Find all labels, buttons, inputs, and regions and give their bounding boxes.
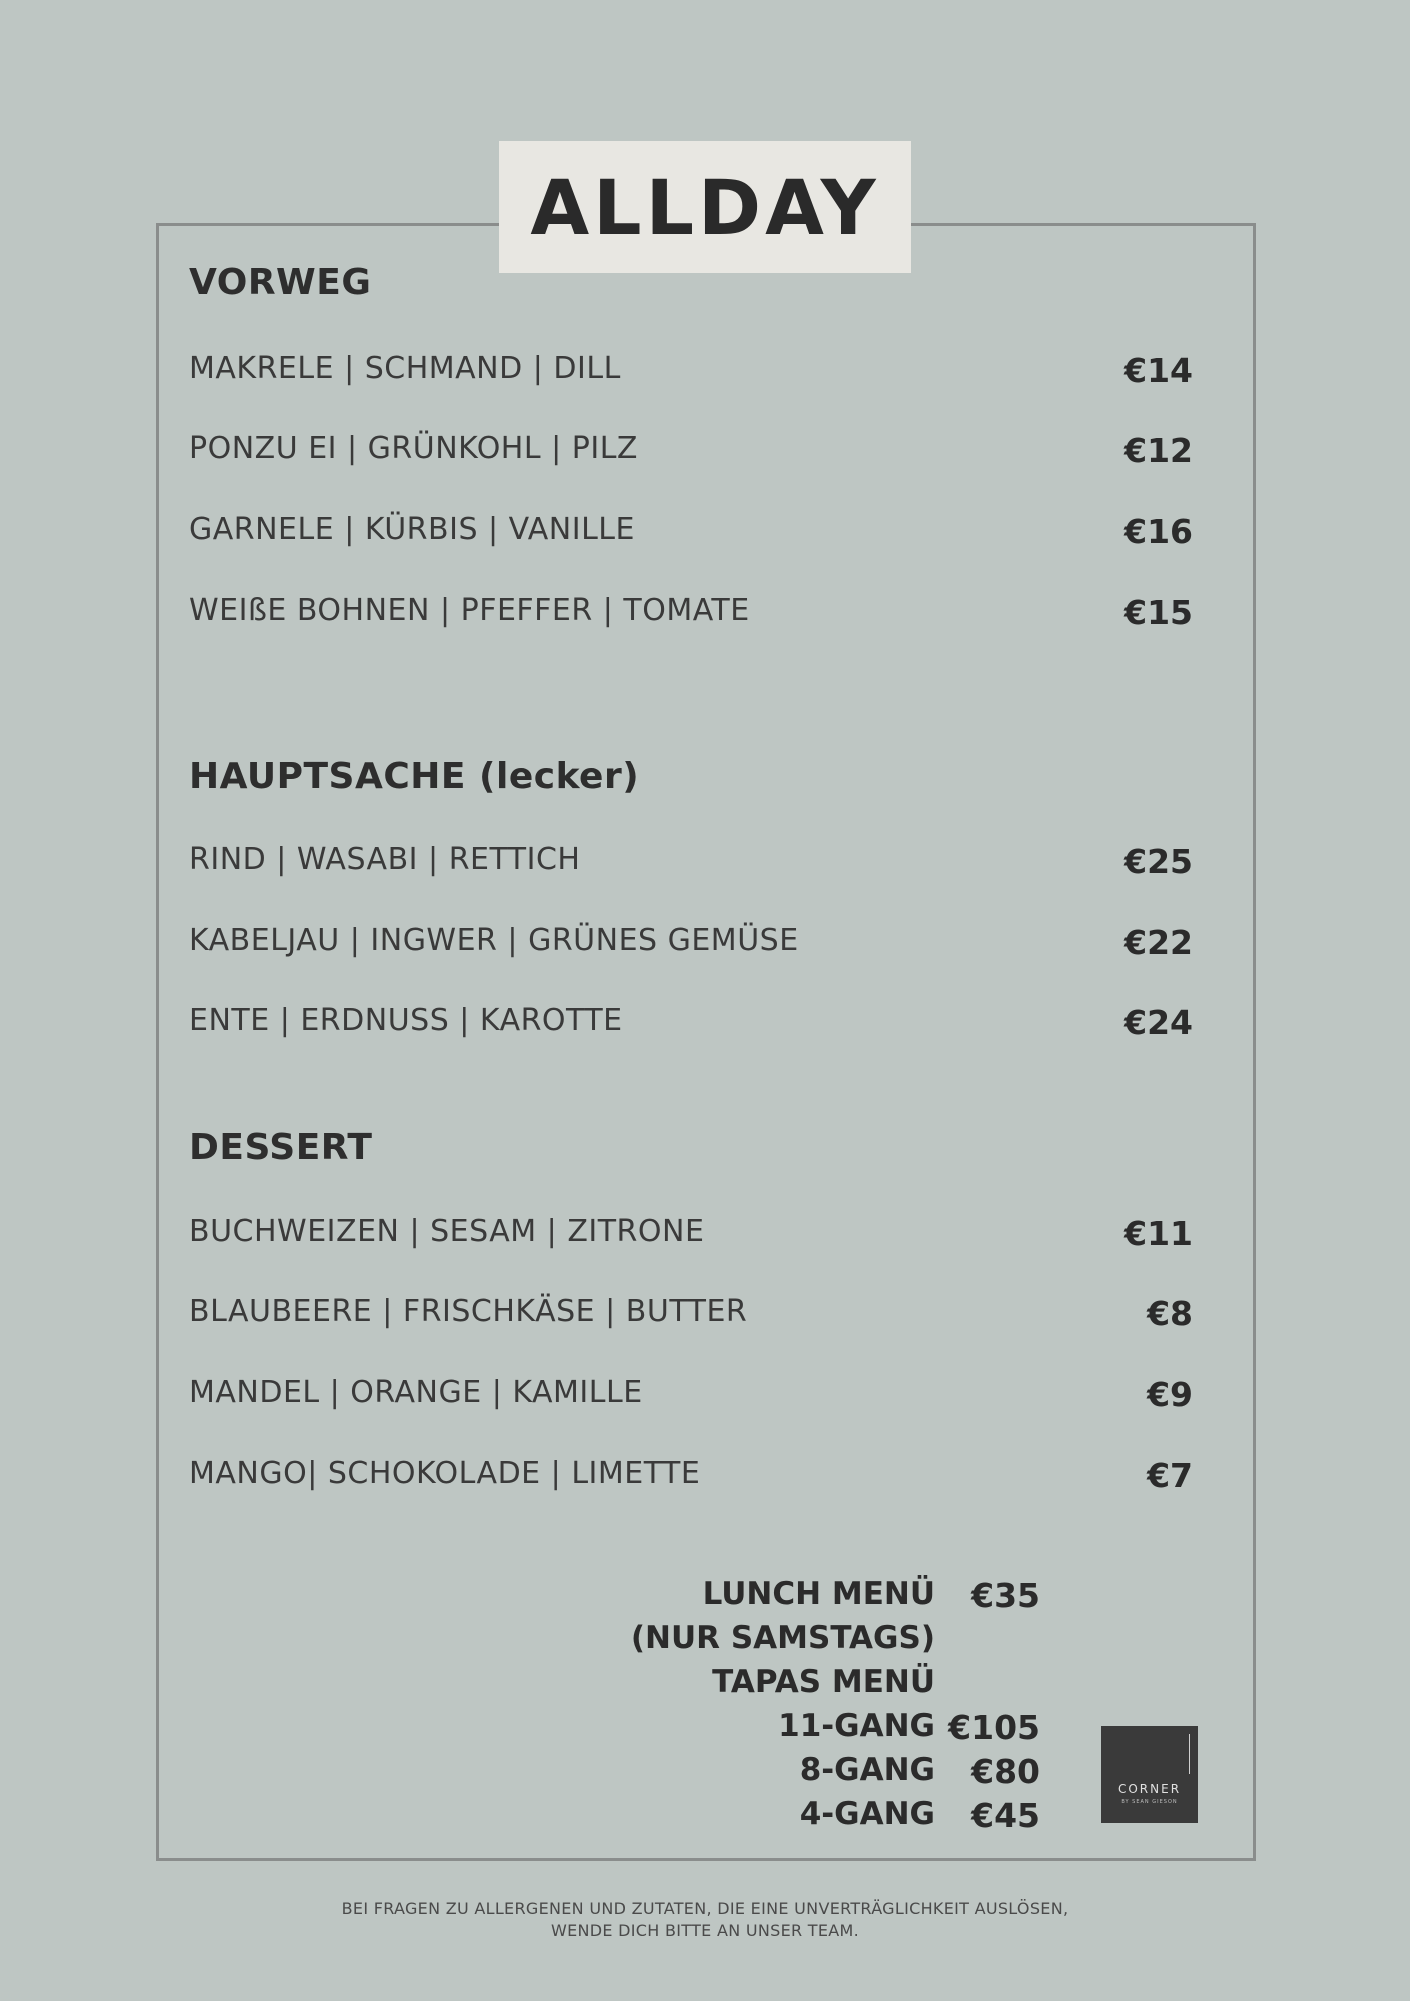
set-menu-price: €45 (971, 1796, 1040, 1835)
dish-price: €24 (1124, 1003, 1193, 1042)
set-menu-line (600, 1620, 1040, 1664)
allergen-notice-line-1: BEI FRAGEN ZU ALLERGENEN UND ZUTATEN, DIE EINE UNVERTRÄGLICHKEIT AUSLÖSEN, (341, 1899, 1069, 1918)
dish-price: €15 (1124, 593, 1193, 632)
allergen-notice-line-2: WENDE DICH BITTE AN UNSER TEAM. (550, 1921, 860, 1940)
dish-price: €22 (1124, 923, 1193, 962)
dish-price: €16 (1124, 512, 1193, 551)
dish-price: €12 (1124, 431, 1193, 470)
dish-price: €8 (1147, 1294, 1193, 1333)
menu-item (189, 923, 1193, 971)
section-heading-hauptsache: HAUPTSACHE (lecker) (189, 756, 640, 797)
section-heading-dessert: DESSERT (189, 1127, 373, 1168)
corner-logo (1101, 1726, 1198, 1823)
logo-name: CORNER (1117, 1782, 1182, 1796)
logo-subtitle: BY SEAN GIESON (1121, 1799, 1178, 1805)
dish-price: €7 (1147, 1456, 1193, 1495)
dish-name: KABELJAU | INGWER | GRÜNES GEMÜSE (189, 923, 799, 958)
set-menu-label: 4-GANG (799, 1796, 935, 1832)
menu-title: ALLDAY (530, 162, 880, 252)
set-menu-line (600, 1576, 1040, 1620)
set-menu-label: 8-GANG (799, 1752, 935, 1788)
set-menu-label: LUNCH MENÜ (702, 1576, 935, 1612)
logo-divider (1189, 1734, 1190, 1774)
menu-item (189, 593, 1193, 641)
dish-name: WEIßE BOHNEN | PFEFFER | TOMATE (189, 593, 750, 628)
menu-item (189, 351, 1193, 399)
dish-price: €25 (1124, 842, 1193, 881)
dish-name: GARNELE | KÜRBIS | VANILLE (189, 512, 635, 547)
menu-item (189, 512, 1193, 560)
dish-name: PONZU EI | GRÜNKOHL | PILZ (189, 431, 638, 466)
dish-name: MANDEL | ORANGE | KAMILLE (189, 1375, 643, 1410)
title-box (499, 141, 911, 273)
set-menu-line (600, 1796, 1040, 1840)
allergen-notice (0, 1898, 1410, 1942)
dish-name: MAKRELE | SCHMAND | DILL (189, 351, 621, 386)
dish-price: €14 (1124, 351, 1193, 390)
set-menu-price: €105 (948, 1708, 1040, 1747)
menu-item (189, 1214, 1193, 1262)
set-menu-line (600, 1752, 1040, 1796)
dish-name: RIND | WASABI | RETTICH (189, 842, 581, 877)
dish-price: €9 (1147, 1375, 1193, 1414)
set-menu-label: TAPAS MENÜ (712, 1664, 935, 1700)
section-heading-vorweg: VORWEG (189, 262, 372, 303)
menu-item (189, 431, 1193, 479)
menu-item (189, 1375, 1193, 1423)
menu-item (189, 1294, 1193, 1342)
set-menu-label: (NUR SAMSTAGS) (630, 1620, 935, 1656)
dish-name: BLAUBEERE | FRISCHKÄSE | BUTTER (189, 1294, 748, 1329)
set-menu-price: €35 (971, 1576, 1040, 1615)
set-menu-label: 11-GANG (778, 1708, 935, 1744)
dish-name: MANGO| SCHOKOLADE | LIMETTE (189, 1456, 701, 1491)
set-menu-list (600, 1576, 1040, 1840)
set-menu-line (600, 1708, 1040, 1752)
dish-price: €11 (1124, 1214, 1193, 1253)
dish-name: ENTE | ERDNUSS | KAROTTE (189, 1003, 623, 1038)
menu-item (189, 842, 1193, 890)
menu-item (189, 1003, 1193, 1051)
dish-name: BUCHWEIZEN | SESAM | ZITRONE (189, 1214, 705, 1249)
menu-item (189, 1456, 1193, 1504)
set-menu-line (600, 1664, 1040, 1708)
set-menu-price: €80 (971, 1752, 1040, 1791)
